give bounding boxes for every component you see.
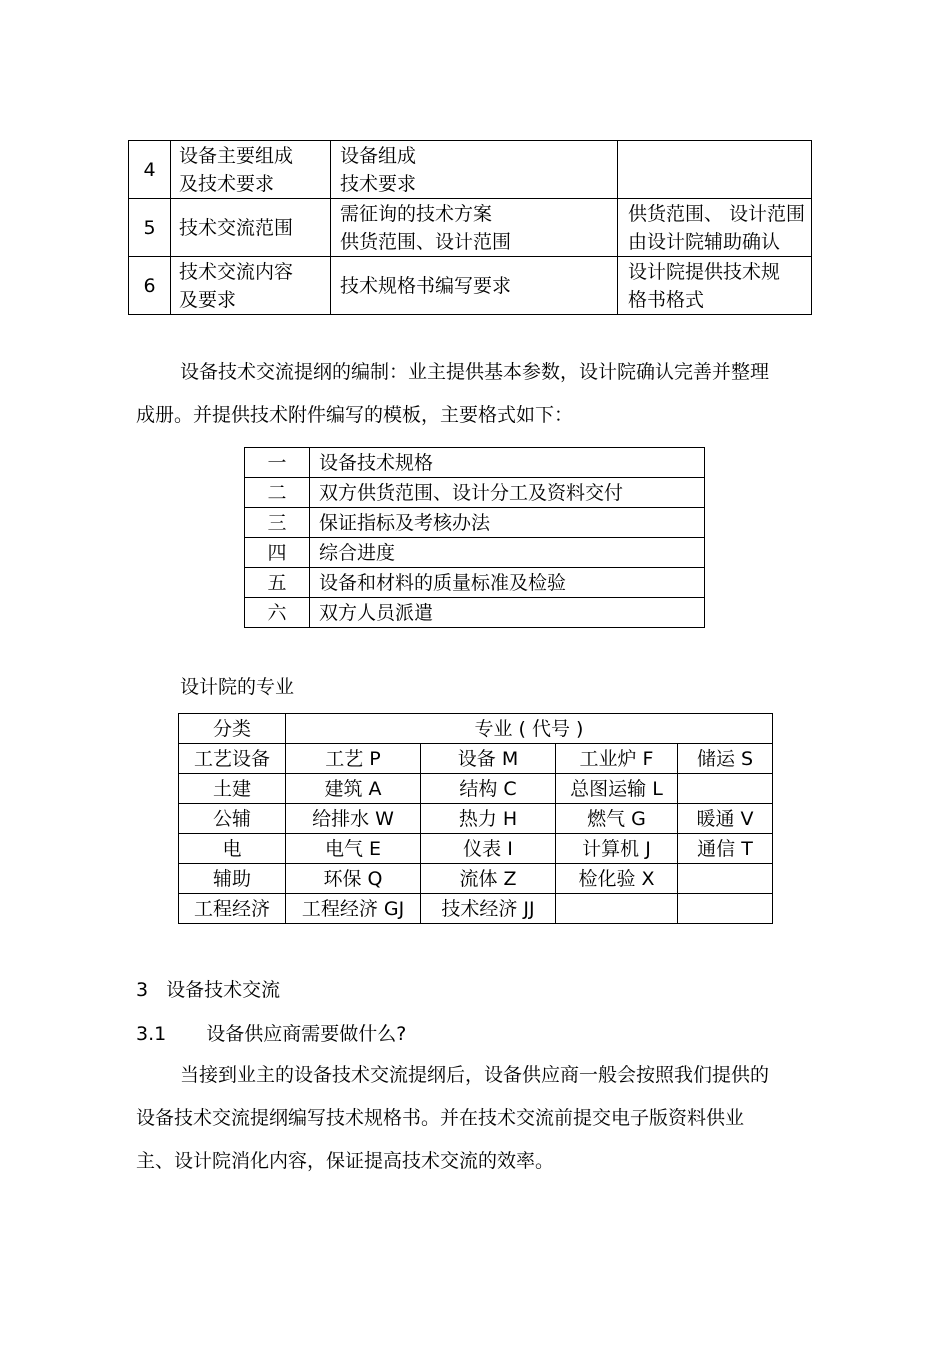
cell-line: 技术交流内容 (179, 260, 294, 283)
table-row (245, 568, 705, 598)
format-item: 设备和材料的质量标准及检验 (310, 568, 705, 598)
category-cell: 公辅 (179, 804, 286, 834)
category-cell: 电 (179, 834, 286, 864)
row-number: 4 (129, 141, 171, 199)
cell-line: 格书格式 (628, 288, 705, 311)
major-cell: 通信 T (678, 834, 773, 864)
cell-line: 供货范围、 设计范围 (628, 202, 806, 225)
table-row (245, 538, 705, 568)
cell-line: 设备主要组成 (179, 144, 294, 167)
major-cell: 仪表 I (421, 834, 556, 864)
major-cell: 技术经济 JJ (421, 894, 556, 924)
format-item: 设备技术规格 (310, 448, 705, 478)
category-header: 分类 (179, 714, 286, 744)
cell-line: 及要求 (179, 288, 237, 311)
cell-line: 设备组成 (340, 144, 417, 167)
table-row (179, 834, 773, 864)
category-cell: 辅助 (179, 864, 286, 894)
scope-table (128, 140, 812, 315)
cell-line: 技术要求 (340, 172, 417, 195)
table-header-row (179, 714, 773, 744)
table-row (179, 744, 773, 774)
format-index: 五 (245, 568, 310, 598)
format-index: 三 (245, 508, 310, 538)
format-table (244, 447, 705, 628)
majors-table (178, 713, 773, 924)
table-row (179, 864, 773, 894)
cell-line: 供货范围、设计范围 (340, 230, 512, 253)
major-cell: 建筑 A (286, 774, 421, 804)
table-row (129, 141, 812, 199)
cell-line: 技术交流范围 (179, 216, 294, 239)
subsection-heading (136, 1019, 406, 1046)
major-cell: 结构 C (421, 774, 556, 804)
subsection-number: 3.1 (136, 1023, 167, 1045)
note-cell (618, 199, 812, 257)
cell-line: 由设计院辅助确认 (628, 230, 781, 253)
table-row (129, 199, 812, 257)
major-cell (678, 864, 773, 894)
major-cell: 储运 S (678, 744, 773, 774)
major-header: 专业 ( 代号 ) (286, 714, 773, 744)
table-row (245, 598, 705, 628)
cell-line: 技术规格书编写要求 (340, 274, 512, 297)
item-cell (171, 257, 331, 315)
major-cell: 暖通 V (678, 804, 773, 834)
format-index: 一 (245, 448, 310, 478)
major-cell: 总图运输 L (556, 774, 678, 804)
section-title: 设备技术交流 (166, 979, 281, 1001)
content-cell (331, 257, 618, 315)
cell-line: 及技术要求 (179, 172, 275, 195)
major-cell: 燃气 G (556, 804, 678, 834)
subsection-title: 设备供应商需要做什么? (206, 1023, 407, 1045)
item-cell (171, 141, 331, 199)
majors-heading: 设计院的专业 (180, 676, 295, 698)
cell-line: 需征询的技术方案 (340, 202, 493, 225)
major-cell (678, 774, 773, 804)
supplier-paragraph: 当接到业主的设备技术交流提纲后，设备供应商一般会按照我们提供的设备技术交流提纲编写技术规格书。并在技术交流前提交电子版资料供业主、设计院消化内容，保证提高技术交流的效率。 (136, 1064, 770, 1172)
major-cell (556, 894, 678, 924)
major-cell: 工程经济 GJ (286, 894, 421, 924)
item-cell (171, 199, 331, 257)
major-cell (678, 894, 773, 924)
table-row (245, 508, 705, 538)
outline-paragraph: 设备技术交流提纲的编制：业主提供基本参数，设计院确认完善并整理成册。并提供技术附件编写的模板，主要格式如下： (136, 361, 770, 426)
format-item: 双方供货范围、设计分工及资料交付 (310, 478, 705, 508)
category-cell: 工程经济 (179, 894, 286, 924)
major-cell: 设备 M (421, 744, 556, 774)
major-cell: 工业炉 F (556, 744, 678, 774)
row-number: 6 (129, 257, 171, 315)
content-cell (331, 199, 618, 257)
major-cell: 检化验 X (556, 864, 678, 894)
major-cell: 环保 Q (286, 864, 421, 894)
table-row (245, 448, 705, 478)
section-heading (136, 975, 280, 1002)
major-cell: 计算机 J (556, 834, 678, 864)
format-item: 保证指标及考核办法 (310, 508, 705, 538)
major-cell: 工艺 P (286, 744, 421, 774)
note-cell (618, 141, 812, 199)
major-cell: 热力 H (421, 804, 556, 834)
category-cell: 工艺设备 (179, 744, 286, 774)
major-cell: 流体 Z (421, 864, 556, 894)
major-cell: 给排水 W (286, 804, 421, 834)
content-cell (331, 141, 618, 199)
row-number: 5 (129, 199, 171, 257)
cell-line: 设计院提供技术规 (628, 260, 781, 283)
category-cell: 土建 (179, 774, 286, 804)
note-cell (618, 257, 812, 315)
format-item: 综合进度 (310, 538, 705, 568)
table-row (179, 804, 773, 834)
format-index: 六 (245, 598, 310, 628)
section-number: 3 (136, 979, 149, 1001)
table-row (179, 894, 773, 924)
table-row (245, 478, 705, 508)
major-cell: 电气 E (286, 834, 421, 864)
table-row (129, 257, 812, 315)
table-row (179, 774, 773, 804)
format-index: 二 (245, 478, 310, 508)
format-index: 四 (245, 538, 310, 568)
format-item: 双方人员派遣 (310, 598, 705, 628)
